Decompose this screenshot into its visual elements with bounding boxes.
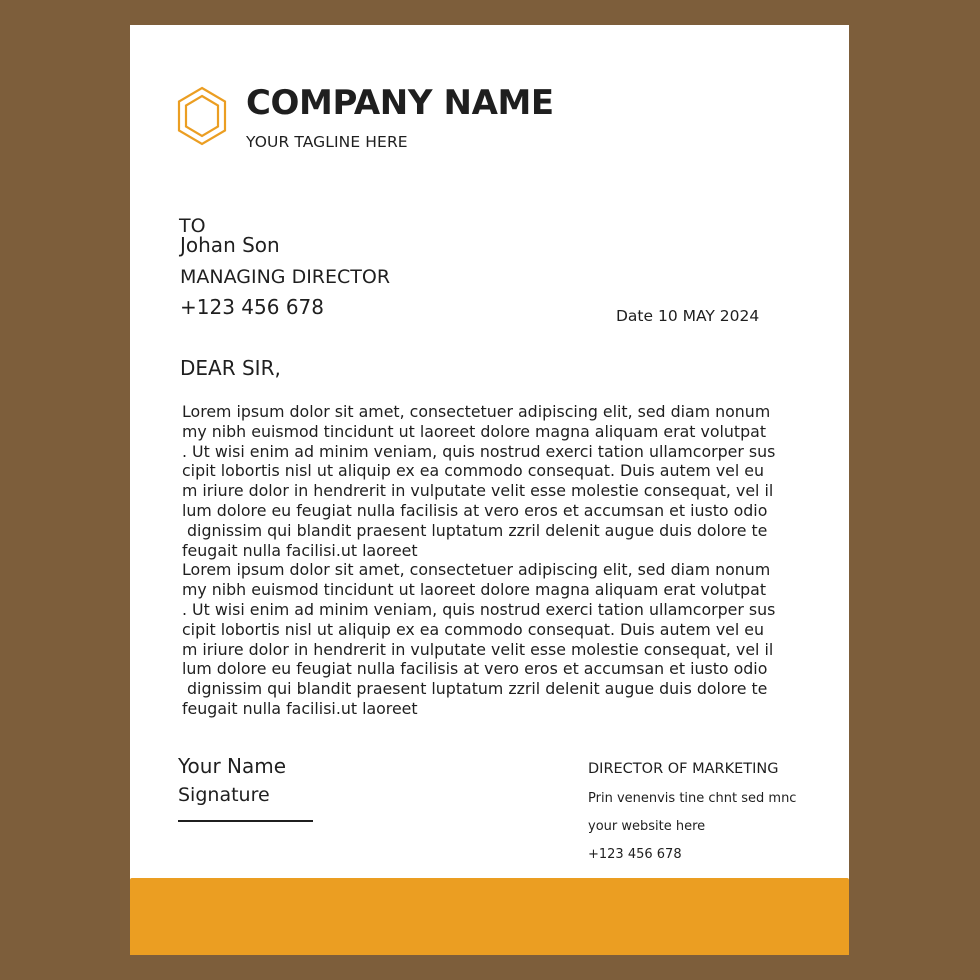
signature-line [178, 820, 313, 822]
body-line: lum dolore eu feugiat nulla facilisis at vero eros et accumsan et iusto odio [182, 500, 768, 520]
contact-address: Prin venenvis tine chnt sed mnc [588, 791, 797, 806]
body-line: dignissim qui blandit praesent luptatum zzril delenit augue duis dolore te [182, 520, 768, 540]
body-line: lum dolore eu feugiat nulla facilisis at vero eros et accumsan et iusto odio [182, 659, 768, 679]
signature-name: Your Name [178, 754, 287, 778]
body-line: cipit lobortis nisl ut aliquip ex ea commodo consequat. Duis autem vel eu [182, 461, 765, 481]
contact-phone: +123 456 678 [588, 847, 682, 862]
letter-sheet [130, 25, 849, 955]
salutation: DEAR SIR, [180, 356, 281, 380]
body-line: cipit lobortis nisl ut aliquip ex ea commodo consequat. Duis autem vel eu [182, 619, 765, 639]
signature-label: Signature [178, 784, 270, 806]
body-line: feugait nulla facilisi.ut laoreet [182, 540, 418, 560]
body-line: my nibh euismod tincidunt ut laoreet dolore magna aliquam erat volutpat [182, 421, 767, 441]
body-line: m iriure dolor in hendrerit in vulputate velit esse molestie consequat, vel il [182, 481, 774, 501]
contact-website: your website here [588, 819, 706, 834]
hexagon-icon [176, 86, 228, 146]
contact-title: DIRECTOR OF MARKETING [588, 761, 779, 777]
recipient-name: Johan Son [180, 233, 280, 257]
body-line: dignissim qui blandit praesent luptatum zzril delenit augue duis dolore te [182, 679, 768, 699]
company-tagline: YOUR TAGLINE HERE [246, 133, 408, 151]
company-name: COMPANY NAME [246, 83, 554, 123]
footer-band [130, 878, 849, 955]
body-line: feugait nulla facilisi.ut laoreet [182, 698, 418, 718]
body-line: Lorem ipsum dolor sit amet, consectetuer adipiscing elit, sed diam nonum [182, 560, 771, 580]
body-line: . Ut wisi enim ad minim veniam, quis nostrud exerci tation ullamcorper sus [182, 599, 776, 619]
letter-date: Date 10 MAY 2024 [616, 307, 760, 325]
recipient-title: MANAGING DIRECTOR [180, 266, 391, 288]
body-line: my nibh euismod tincidunt ut laoreet dolore magna aliquam erat volutpat [182, 580, 767, 600]
body-line: Lorem ipsum dolor sit amet, consectetuer adipiscing elit, sed diam nonum [182, 402, 771, 421]
letter-body [182, 402, 802, 719]
body-line: m iriure dolor in hendrerit in vulputate velit esse molestie consequat, vel il [182, 639, 774, 659]
body-line: . Ut wisi enim ad minim veniam, quis nostrud exerci tation ullamcorper sus [182, 441, 776, 461]
recipient-to-label: TO [179, 215, 206, 237]
recipient-phone: +123 456 678 [180, 295, 324, 319]
